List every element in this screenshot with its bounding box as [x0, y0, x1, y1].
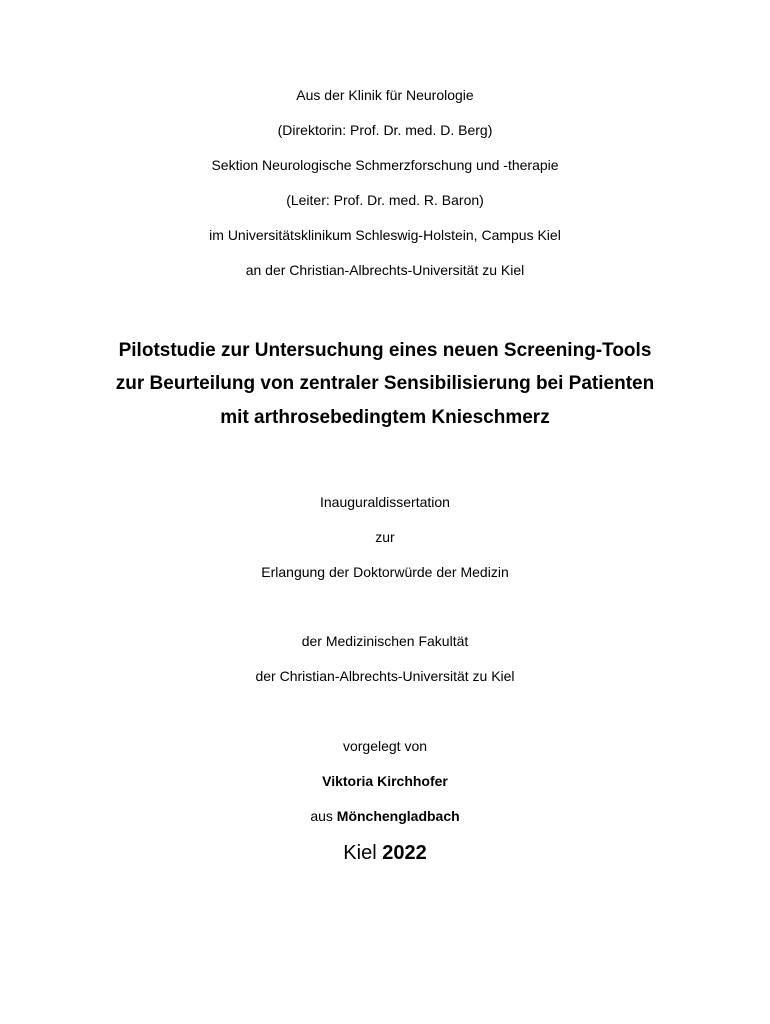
place-year-value: 2022	[382, 842, 427, 864]
place-city: Kiel	[343, 842, 377, 864]
author-hometown: Mönchengladbach	[336, 808, 460, 824]
author-origin	[0, 808, 770, 824]
section-line: Sektion Neurologische Schmerzforschung und -therapie	[211, 157, 559, 173]
title-line-1: Pilotstudie zur Untersuchung eines neuen Screening-Tools	[118, 340, 652, 361]
dissertation-purpose: Erlangung der Doktorwürde der Medizin	[261, 564, 509, 580]
hospital-line: im Universitätsklinikum Schleswig-Holstein, Campus Kiel	[209, 227, 561, 243]
dissertation-type: Inauguraldissertation	[320, 494, 450, 510]
clinic-line: Aus der Klinik für Neurologie	[296, 87, 474, 103]
faculty-line-1: der Medizinischen Fakultät	[301, 633, 469, 649]
presented-by: vorgelegt von	[342, 738, 428, 754]
dissertation-zur: zur	[375, 529, 395, 545]
title-line-3: mit arthrosebedingtem Knieschmerz	[220, 407, 550, 428]
director-line: (Direktorin: Prof. Dr. med. D. Berg)	[277, 122, 493, 138]
place-year	[0, 842, 770, 865]
leader-line: (Leiter: Prof. Dr. med. R. Baron)	[286, 192, 484, 208]
title-line-2: zur Beurteilung von zentraler Sensibilisierung bei Patienten	[115, 373, 655, 394]
origin-prefix: aus	[310, 808, 333, 824]
author-name: Viktoria Kirchhofer	[322, 773, 448, 789]
faculty-line-2: der Christian-Albrechts-Universität zu Kiel	[255, 668, 515, 684]
university-line: an der Christian-Albrechts-Universität zu Kiel	[245, 262, 525, 278]
